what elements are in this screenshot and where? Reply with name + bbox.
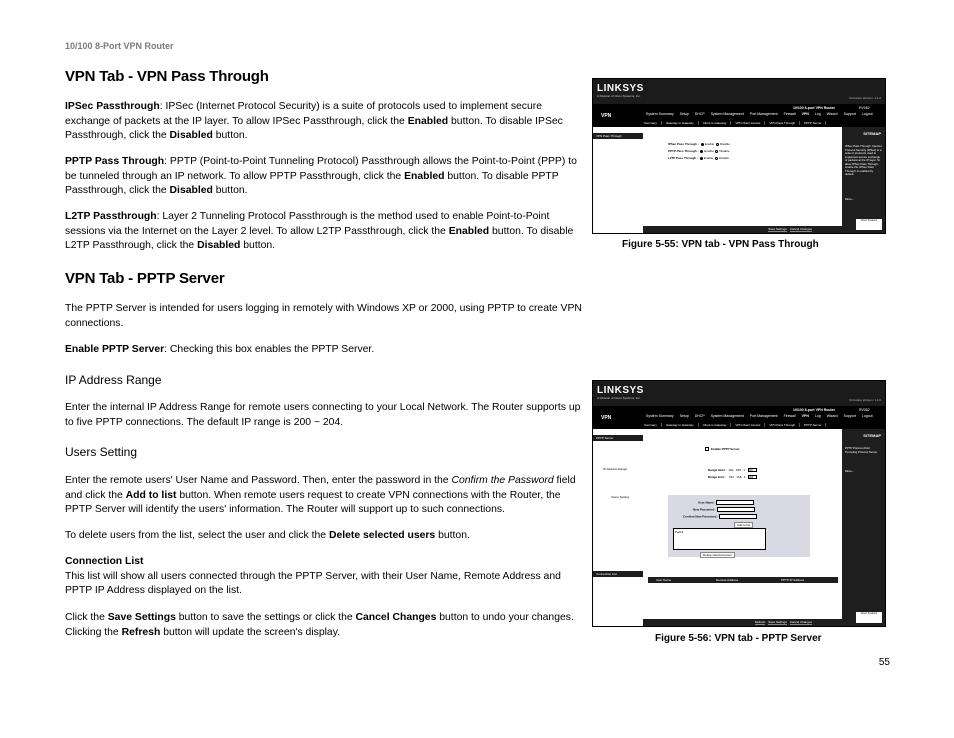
tab-dhcp[interactable]: DHCP (694, 414, 705, 418)
para-enable-pptp (65, 343, 585, 358)
bold: Save Settings (107, 612, 176, 623)
para-buttons (65, 611, 585, 640)
disable-radio[interactable] (716, 143, 719, 146)
bold: Add to list (125, 489, 177, 501)
subtab-summary[interactable]: Summary (640, 423, 662, 427)
bold: Disabled (197, 240, 241, 251)
product-name: 10/100 8-port VPN Router (793, 106, 836, 110)
tab-logout[interactable]: Logout (861, 112, 873, 116)
text: button. (240, 240, 276, 251)
subtab-summary[interactable]: Summary (640, 121, 662, 125)
firmware-version: Firmware Version: 1.1.0 (849, 96, 881, 100)
users-listbox[interactable] (673, 528, 766, 550)
bold: Cancel Changes (355, 612, 437, 623)
col-remote-address: Remote Address (716, 578, 739, 582)
radio-label: Disable (718, 156, 729, 160)
left-column (593, 429, 643, 626)
model-name: RV082 (859, 106, 870, 110)
figure-55-caption: Figure 5-55: VPN tab - VPN Pass Through (622, 239, 819, 250)
enable-radio[interactable] (700, 150, 703, 153)
tab-log[interactable]: Log (814, 414, 821, 418)
subtab-client-to-gateway[interactable]: Client to Gateway (699, 423, 732, 427)
list-item[interactable]: Pedck (675, 530, 684, 534)
enable-radio[interactable] (701, 143, 704, 146)
new-password-label: New Password : (693, 507, 717, 512)
row-label: IPSec Pass Through : (668, 142, 699, 146)
radio-label: Enable (704, 142, 715, 146)
tab-port-management[interactable]: Port Management (749, 112, 778, 116)
cancel-changes-button[interactable]: Cancel Changes (789, 620, 812, 624)
subtab-vpn-pass-through[interactable]: VPN Pass Through (765, 423, 800, 427)
para-ip-range (65, 401, 585, 430)
radio-label: Enable (703, 156, 714, 160)
tab-system-summary[interactable]: System Summary (646, 414, 674, 418)
tab-wizard[interactable]: Wizard (826, 414, 838, 418)
confirm-password-input[interactable] (719, 514, 757, 519)
subtab-vpn-client-access[interactable]: VPN Client Access (731, 121, 765, 125)
range-prefix: 192 . 168 . 1 . (728, 475, 748, 479)
running-header: 10/100 8-Port VPN Router (65, 41, 174, 51)
figure-vpn-pass-through-screenshot (592, 78, 886, 234)
subtab-pptp-server[interactable]: PPTP Server (800, 423, 826, 427)
subtab-gateway-to-gateway[interactable]: Gateway to Gateway (662, 423, 699, 427)
para-pptp-intro (65, 302, 585, 331)
section-title-pass-through: VPN Tab - VPN Pass Through (65, 68, 269, 85)
cisco-logo: Cisco Systems (856, 219, 882, 230)
tab-system-management[interactable]: System Management (710, 414, 744, 418)
bold: Enabled (448, 225, 490, 237)
bold: Refresh (121, 626, 161, 638)
section-label: VPN Pass Through (593, 133, 643, 139)
figure-pptp-server-screenshot (592, 380, 886, 627)
save-settings-button[interactable]: Save Settings (768, 620, 787, 624)
help-column (842, 127, 885, 233)
tab-support[interactable]: Support (843, 112, 856, 116)
help-text: IPSec Pass Through: Internet Protocol Security (IPSec) is a suite of protocols used to implement secure exchange of packets at the IP layer. To allow IPSec Pass Through, enable the 'IPSec Pass Through' is enabled by default. (845, 144, 882, 176)
text: button. To disable PPTP Passthrough, click the (65, 170, 559, 196)
tab-logout[interactable]: Logout (861, 414, 873, 418)
text: : PPTP (Point-to-Point Tunneling Protocol) Passthrough allows the Point-to-Point (PPP) to be tunneled through an IP network. To allow PPTP Passthrough, click the (65, 156, 577, 182)
para-delete-users (65, 529, 585, 544)
save-settings-button[interactable]: Save Settings (768, 227, 787, 231)
sitemap-link[interactable]: SITEMAP (863, 131, 881, 136)
term: Enable PPTP Server (65, 344, 165, 355)
range-start-label: Range Start : (708, 468, 727, 472)
tab-setup[interactable]: Setup (679, 414, 689, 418)
more-link[interactable]: More... (845, 469, 855, 473)
tab-support[interactable]: Support (843, 414, 856, 418)
range-start-row (708, 468, 757, 472)
sub-tabs (640, 423, 826, 427)
pptp-row (668, 149, 730, 153)
user-name-label: User Name : (698, 500, 716, 505)
tab-port-management[interactable]: Port Management (749, 414, 778, 418)
radio-label: Disable (719, 149, 730, 153)
term: L2TP Passthrough (65, 211, 157, 222)
user-name-row (698, 500, 754, 505)
firmware-version: Firmware Version: 1.1.0 (849, 398, 881, 402)
text: Click the (65, 612, 108, 623)
subheading-users-setting: Users Setting (65, 445, 138, 459)
ipsec-row (668, 142, 730, 146)
model-name: RV082 (859, 408, 870, 412)
more-link[interactable]: More... (845, 197, 855, 201)
text: button will update the screen's display. (160, 626, 341, 638)
subtab-vpn-pass-through[interactable]: VPN Pass Through (765, 121, 800, 125)
footer-bar (643, 619, 842, 626)
col-pptp-ip-address: PPTP IP Address (781, 578, 805, 582)
section-label-ip-range: IP Address Range (603, 467, 628, 471)
tab-setup[interactable]: Setup (679, 112, 689, 116)
subtab-pptp-server[interactable]: PPTP Server (800, 121, 826, 125)
users-box (668, 495, 810, 557)
bold: Delete selected users (328, 530, 436, 541)
text: button. To disable IPSec Passthrough, click the (65, 115, 563, 141)
tab-firewall[interactable]: Firewall (783, 414, 796, 418)
linksys-logo: LINKSYS (597, 83, 644, 94)
tab-vpn[interactable]: VPN (801, 414, 809, 418)
text: button. To disable L2TP Passthrough, click the (65, 225, 574, 251)
checkbox-label: Enable PPTP Server (711, 447, 740, 451)
text: button. (212, 130, 248, 141)
bold: Enabled (404, 170, 445, 182)
figure-56-caption: Figure 5-56: VPN tab - PPTP Server (655, 633, 822, 644)
row-label: PPTP Pass Through : (668, 149, 699, 153)
l2tp-row (668, 156, 729, 160)
tab-wizard[interactable]: Wizard (826, 112, 838, 116)
cisco-logo: Cisco Systems (856, 612, 882, 623)
tab-vpn[interactable]: VPN (801, 112, 809, 116)
text: Enter the remote users' User Name and Password. Then, enter the password in the (65, 475, 452, 486)
tab-firewall[interactable]: Firewall (783, 112, 796, 116)
page-number: 55 (878, 657, 890, 668)
section-label-connection-list: Connection List (593, 571, 643, 577)
text: This list will show all users connected through the PPTP Server, with their User Name, Remote Address and PPTP IP Address displayed on the list. (65, 570, 561, 596)
range-start-input[interactable]: 200 (748, 468, 757, 472)
para-pptp (65, 155, 585, 199)
radio-label: Disable (719, 142, 730, 146)
bold: Disabled (169, 130, 213, 141)
range-end-input[interactable]: 204 (748, 475, 757, 479)
current-tab-name: VPN (601, 415, 612, 421)
help-column (842, 429, 885, 626)
left-column (593, 127, 643, 233)
logo-subtitle: A Division of Cisco Systems, Inc. (597, 396, 641, 400)
para-ipsec (65, 100, 585, 144)
range-end-row (708, 475, 757, 479)
text: : Checking this box enables the PPTP Server. (164, 344, 375, 355)
term: PPTP Pass Through (65, 156, 165, 167)
section-label-users-setting: Users Setting (611, 495, 630, 499)
text: : IPSec (Internet Protocol Security) is a suite of protocols used to implement secure exchange of packets at the IP layer. To allow IPSec Passthrough, click the (65, 101, 543, 127)
text: To delete users from the list, select the user and click the (65, 530, 329, 541)
text: button. (212, 185, 248, 196)
subtab-client-to-gateway[interactable]: Client to Gateway (699, 121, 732, 125)
enable-pptp-checkbox[interactable] (705, 447, 709, 451)
row-label: L2TP Pass Through : (668, 156, 698, 160)
range-prefix: 192 . 168 . 1 . (728, 468, 747, 472)
content-area (643, 429, 842, 616)
radio-label: Enable (704, 149, 714, 153)
add-to-list-button[interactable]: Add to list (734, 522, 753, 528)
text: field and click the (65, 475, 576, 501)
current-tab-name: VPN (601, 113, 612, 119)
italic: Confirm the Password (451, 475, 554, 486)
connection-list-header (648, 577, 838, 583)
delete-selected-users-button[interactable]: Delete selected users (700, 552, 735, 558)
sitemap-link[interactable]: SITEMAP (863, 433, 881, 438)
logo-subtitle: A Division of Cisco Systems, Inc. (597, 94, 641, 98)
disable-radio[interactable] (715, 157, 718, 160)
term: Connection List (65, 556, 144, 567)
help-text: PPTP Point-to-Point Tunneling Protocol Server (845, 446, 878, 454)
section-title-pptp-server: VPN Tab - PPTP Server (65, 270, 225, 287)
subtab-vpn-client-access[interactable]: VPN Client Access (731, 423, 765, 427)
footer-bar (643, 226, 842, 233)
content-area (643, 127, 842, 223)
section-label-pptp-server: PPTP Server (593, 435, 643, 441)
cancel-changes-button[interactable]: Cancel Changes (789, 227, 812, 231)
text: : Layer 2 Tunneling Protocol Passthrough is the method used to enable Point-to-Point sessions via the Internet on the Layer 2 level. To allow L2TP Passthrough, click the (65, 211, 550, 237)
range-end-label: Range End : (708, 475, 726, 479)
new-password-input[interactable] (717, 507, 755, 512)
enable-radio[interactable] (700, 157, 703, 160)
tab-dhcp[interactable]: DHCP (694, 112, 705, 116)
user-name-input[interactable] (716, 500, 754, 505)
para-l2tp (65, 210, 585, 254)
text: button to save the settings or click the (175, 612, 356, 623)
para-users-setting (65, 474, 585, 518)
text: The PPTP Server is intended for users logging in remotely with Windows XP or 2000, using PPTP to create VPN connections. (65, 303, 582, 329)
text: button. (435, 530, 470, 541)
main-tabs (643, 414, 876, 418)
bold: Disabled (169, 185, 213, 196)
tab-system-summary[interactable]: System Summary (646, 112, 674, 116)
sub-tabs (640, 121, 826, 125)
new-password-row (693, 507, 755, 512)
col-user-name: User Name (656, 578, 672, 582)
refresh-button[interactable]: Refresh (754, 620, 766, 624)
main-tabs (643, 112, 876, 116)
confirm-password-row (683, 514, 757, 519)
subtab-gateway-to-gateway[interactable]: Gateway to Gateway (662, 121, 699, 125)
bold: Enabled (407, 115, 449, 127)
text: button. When remote users request to create VPN connections with the Router, the PPTP Server will identify the users' information. The Router will support up to such connections. (65, 489, 561, 515)
enable-pptp-row (705, 447, 740, 451)
tab-system-management[interactable]: System Management (710, 112, 744, 116)
linksys-logo: LINKSYS (597, 385, 644, 396)
para-connection-list (65, 555, 585, 599)
text: button to undo your changes. Clicking the (65, 612, 574, 638)
tab-log[interactable]: Log (814, 112, 821, 116)
confirm-password-label: Confirm New Password : (683, 514, 719, 519)
term: IPSec Passthrough (65, 101, 160, 112)
subheading-ip-range: IP Address Range (65, 373, 162, 387)
text: Enter the internal IP Address Range for remote users connecting to your Local Network. The Router supports up to five PPTP connections. The default IP range is 200 ~ 204. (65, 402, 581, 428)
product-name: 10/100 8-port VPN Router (793, 408, 836, 412)
